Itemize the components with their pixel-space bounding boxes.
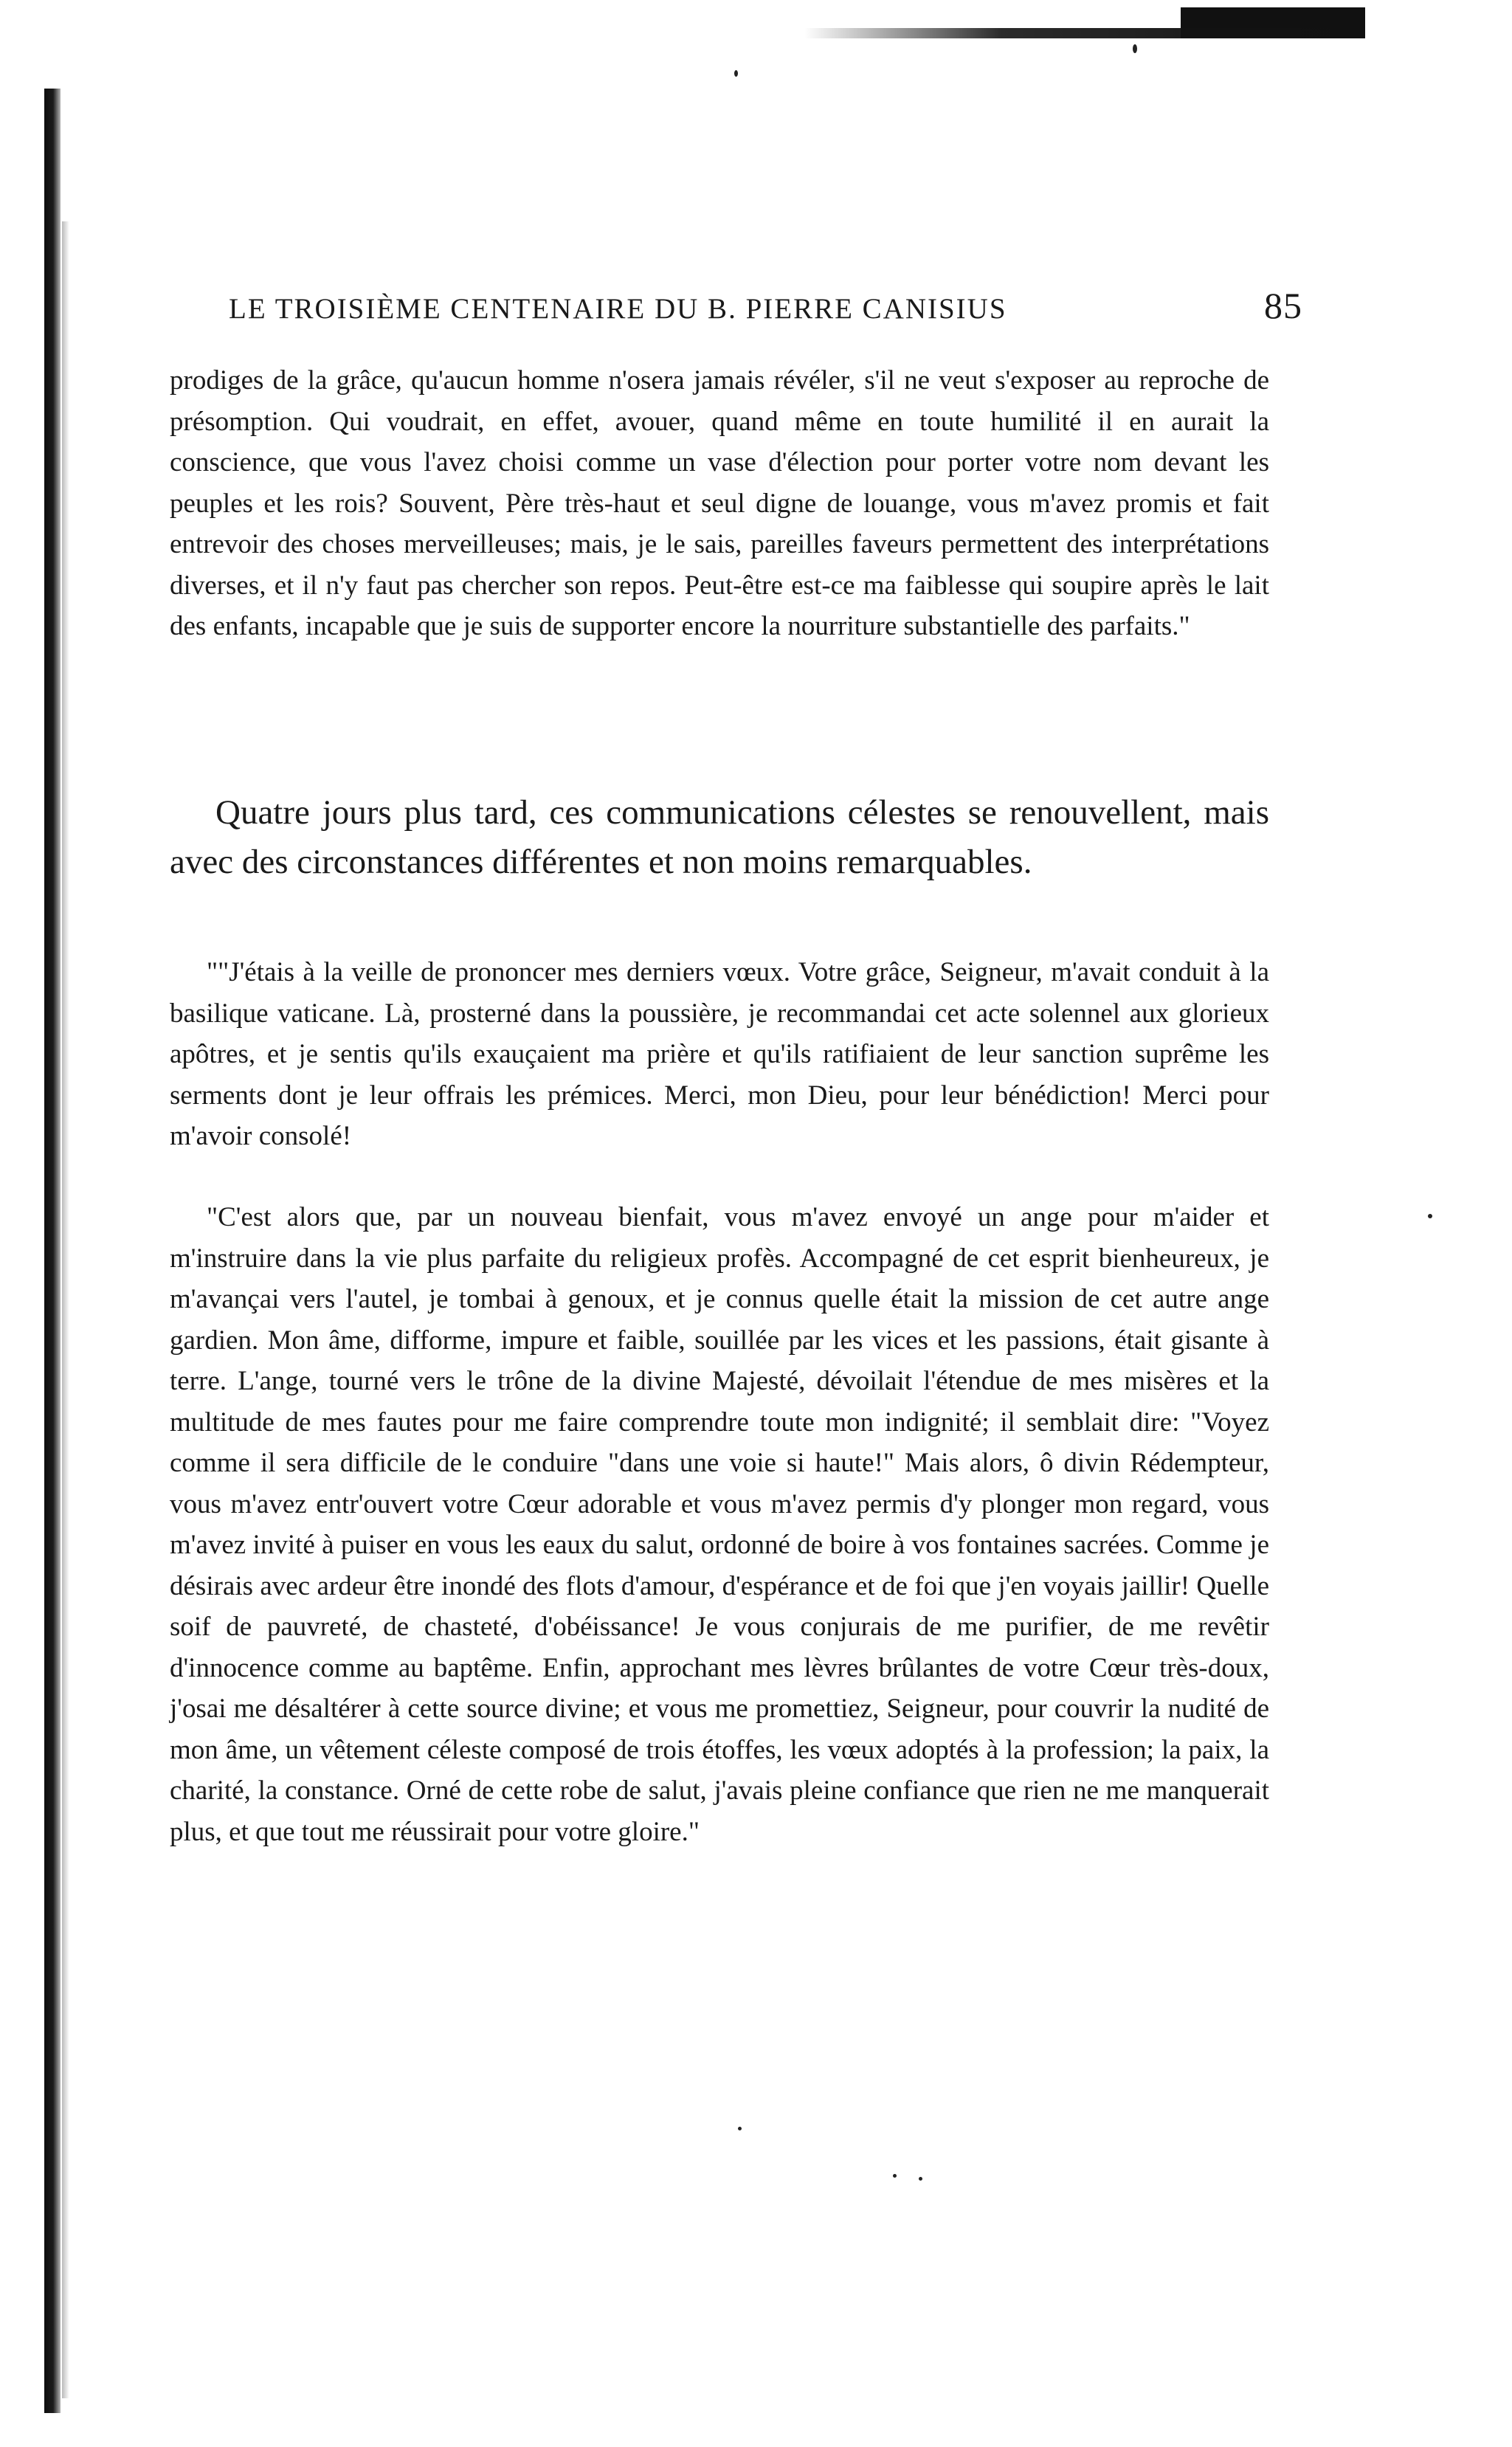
scan-speck [919,2177,922,2181]
scan-speck [738,2127,742,2130]
scan-speck [734,70,738,77]
scan-speck [1428,1214,1432,1218]
paragraph-text: Quatre jours plus tard, ces communications célestes se renouvellent, mais avec des circonstances différentes et non moins remarquables. [170,793,1269,881]
quoted-paragraph [170,360,1269,647]
paragraph-text: prodiges de la grâce, qu'aucun homme n'osera jamais révéler, s'il ne veut s'exposer au reproche de présomption. Qui voudrait, en effet, avouer, quand même en toute humilité il en aurait la conscience, que vous l'avez choisi comme un vase d'élection pour porter votre nom devant les peuples et les rois? Souvent, Père très-haut et seul digne de louange, vous m'avez promis et fait entrevoir des choses merveilleuses; mais, je le sais, pareilles faveurs permettent des interprétations diverses, et il n'y faut pas chercher son repos. Peut-être est-ce ma faiblesse qui soupire après le lait des enfants, incapable que je suis de supporter encore la nourriture substantielle des parfaits." [170,365,1269,641]
paragraph-text: "C'est alors que, par un nouveau bienfait, vous m'avez envoyé un ange pour m'aider et m'instruire dans la vie plus parfaite du religieux profès. Accompagné de cet esprit bienheureux, je m'avançai vers l'autel, je tombai à genoux, et je connus quelle était la mission de cet autre ange gardien. Mon âme, difforme, impure et faible, souillée par les vices et les passions, était gisante à terre. L'ange, tourné vers le trône de la divine Majesté, dévoilait l'étendue de mes misères et la multitude de mes fautes pour me faire comprendre toute mon indignité; il semblait dire: "Voyez comme il sera difficile de le conduire "dans une voie si haute!" Mais alors, ô divin Rédempteur, vous m'avez entr'ouvert votre Cœur adorable et vous m'avez permis d'y plonger mon regard, vous m'avez invité à puiser en vous les eaux du salut, ordonné de boire à vos fontaines sacrées. Comme je désirais avec ardeur être inondé des flots d'amour, d'espérance et de foi que j'en voyais jaillir! Quelle soif de pauvreté, de chasteté, d'obéissance! Je vous conjurais de me purifier, de me revêtir d'innocence comme au baptême. Enfin, approchant mes lèvres brûlantes de votre Cœur très-doux, j'osai me désaltérer à cette source divine; et vous me promettiez, Seigneur, pour couvrir la nudité de mon âme, un vêtement céleste composé de trois étoffes, les vœux adoptés à la profession; la paix, la charité, la constance. Orné de cette robe de salut, j'avais pleine confiance que rien ne me manquerait plus, et que tout me réussirait pour votre gloire." [170,1202,1269,1847]
quoted-paragraph [170,952,1269,1157]
scan-edge-artifact [804,28,1365,38]
scan-speck [893,2174,897,2178]
scan-speck [1133,44,1137,53]
paragraph-text: ""J'étais à la veille de prononcer mes derniers vœux. Votre grâce, Seigneur, m'avait conduit à la basilique vaticane. Là, prosterné dans la poussière, je recommandai cet acte solennel aux glorieux apôtres, et je sentis qu'ils exauçaient ma prière et qu'ils ratifiaient de leur sanction suprême les serments dont je leur offrais les prémices. Merci, mon Dieu, pour leur bénédiction! Merci pour m'avoir consolé! [170,957,1269,1151]
book-binding-shadow [44,89,61,2413]
page-number: 85 [1264,285,1302,326]
narrative-paragraph [170,788,1269,887]
running-head [229,284,1302,327]
running-title: LE TROISIÈME CENTENAIRE DU B. PIERRE CANISIUS [229,293,1007,325]
book-binding-shadow [62,221,69,2398]
quoted-paragraph [170,1197,1269,1852]
